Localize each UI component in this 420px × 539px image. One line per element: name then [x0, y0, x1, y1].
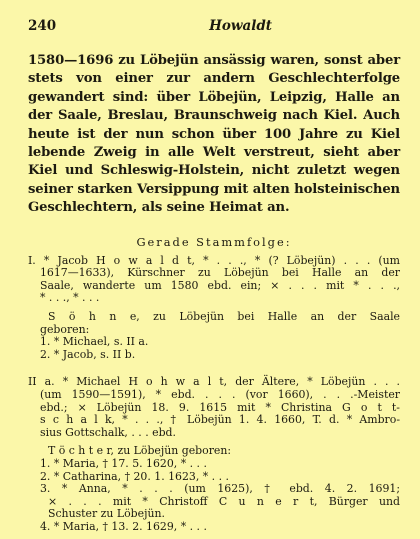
document-page [28, 18, 400, 534]
entry-I [28, 255, 400, 362]
intro-paragraph [28, 52, 400, 218]
page-header [28, 18, 400, 40]
intro-line: stets von einer zur andern Geschlechterfolge [28, 71, 400, 87]
list-item: 2. * Jacob, s. II b. [40, 347, 136, 361]
intro-line: der Saale, Breslau, Braunschweig nach Kiel. Auch [28, 108, 400, 124]
entry-line: s c h a l k, * . . ., † Löbejün 1. 4. 1660, T. d. * Ambro- [40, 413, 400, 427]
intro-line: Kiel und Schleswig-Holstein, nicht zuletzt wegen [28, 163, 400, 179]
entry-line: 1617—1633), Kürschner zu Löbejün bei Halle an der [40, 266, 400, 280]
running-head: Howaldt [209, 18, 272, 34]
page-number: 240 [28, 18, 57, 34]
entry-line: II a. * Michael H o h w a l t, der Ältere, * Löbejün . . . [28, 375, 400, 389]
intro-line: heute ist der nun schon über 100 Jahre zu Kiel [28, 126, 400, 142]
intro-line: 1580—1696 zu Löbejün ansässig waren, sonst aber [28, 53, 400, 68]
sons-heading: geboren: [40, 322, 90, 336]
section-title: Gerade Stammfolge: [136, 234, 292, 249]
entry-line: (um 1590—1591), * ebd. . . . (vor 1660), . . .-Meister [40, 388, 400, 401]
intro-line: Geschlechtern, als seine Heimat an. [28, 200, 290, 216]
list-item: 1. * Maria, † 17. 5. 1620, * . . . [40, 456, 207, 470]
list-item: 3. * Anna, * . . . (um 1625), † ebd. 4. 2. 1691; [40, 482, 400, 496]
entry-line: Saale, wanderte um 1580 ebd. ein; ⨯ . . . mit * . . ., [40, 278, 400, 292]
daughters-heading: T ö c h t e r, zu Löbejün geboren: [48, 444, 232, 458]
intro-line: gewandert sind: über Löbejün, Leipzig, Halle an [28, 89, 400, 105]
entry-line: sius Gottschalk, . . . ebd. [40, 425, 176, 439]
entry-line: I. * Jacob H o w a l d t, * . . ., * (? Löbejün) . . . (um [28, 253, 400, 267]
list-item: Schuster zu Löbejün. [48, 507, 165, 521]
list-item: 2. * Catharina, † 20. 1. 1623, * . . . [40, 469, 229, 483]
intro-line: lebende Zweig in alle Welt verstreut, sieht aber [28, 145, 400, 161]
list-item: 1. * Michael, s. II a. [40, 335, 149, 349]
list-item: ⨯ . . . mit * Christoff C u n e r t, Bürger und [48, 494, 400, 508]
list-item: 4. * Maria, † 13. 2. 1629, * . . . [40, 519, 207, 533]
entry-line: * . . ., * . . . [40, 291, 100, 305]
sons-heading: S ö h n e, zu Löbejün bei Halle an der Saale [48, 310, 400, 324]
entry-IIa [28, 376, 400, 533]
intro-line: seiner starken Versippung mit alten holsteinischen [28, 181, 400, 197]
entry-line: ebd.; ⨯ Löbejün 18. 9. 1615 mit * Christina G o t t- [40, 400, 400, 414]
